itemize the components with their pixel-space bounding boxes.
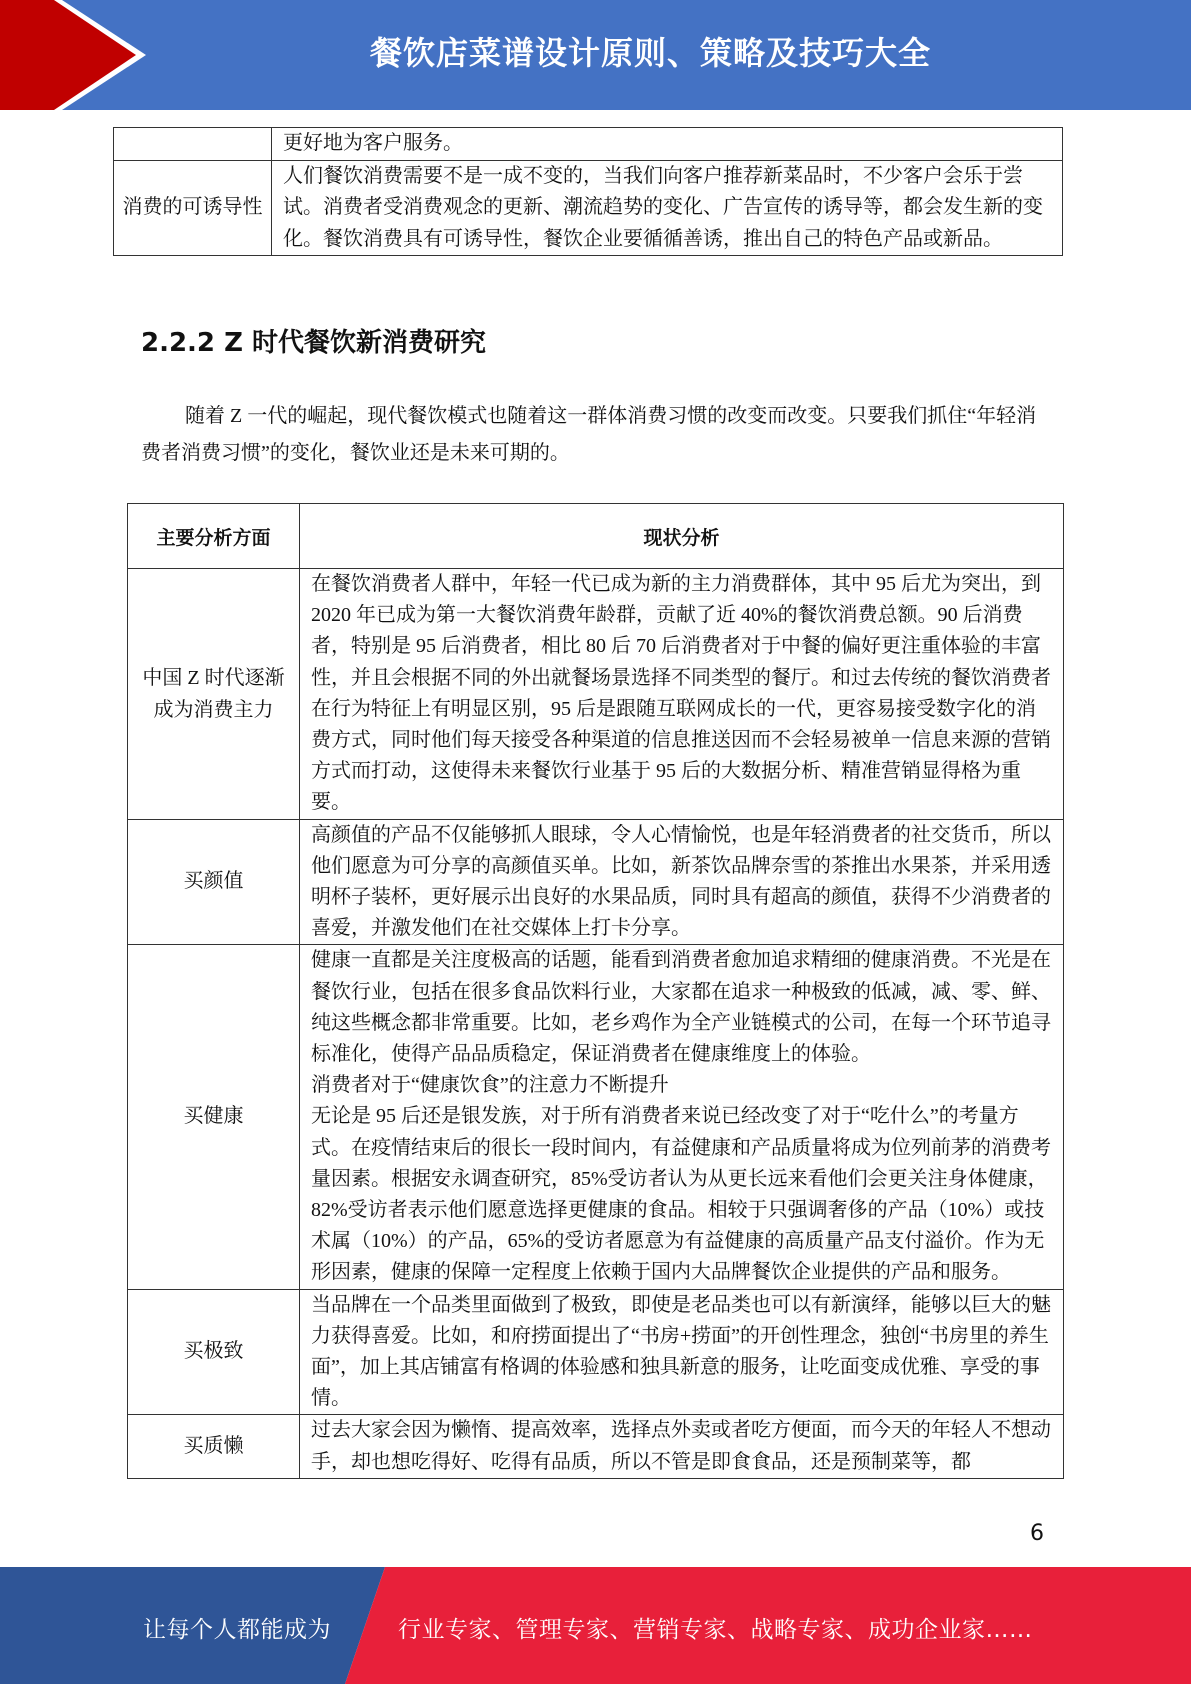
continuation-table xyxy=(113,127,1063,256)
aspect-cell: 买质懒 xyxy=(128,1415,300,1478)
aspect-cell xyxy=(114,128,272,161)
page-number: 6 xyxy=(1030,1521,1044,1546)
table-row xyxy=(128,1415,1064,1478)
analysis-table xyxy=(127,503,1064,1479)
header-arrow-decoration xyxy=(0,0,150,110)
aspect-cell xyxy=(128,569,300,820)
table-header-row xyxy=(128,504,1064,569)
table-row xyxy=(114,160,1063,256)
content-cell xyxy=(300,945,1064,1289)
page-footer xyxy=(0,1567,1191,1684)
aspect-cell: 消费的可诱导性 xyxy=(114,160,272,256)
table-row xyxy=(128,1289,1064,1415)
table-row xyxy=(114,128,1063,161)
column-header-aspect: 主要分析方面 xyxy=(128,504,300,569)
content-paragraph: 健康一直都是关注度极高的话题，能看到消费者愈加追求精细的健康消费。不光是在餐饮行业，包括在很多食品饮料行业，大家都在追求一种极致的低减，减、零、鲜、纯这些概念都非常重要。比如，老乡鸡作为全产业链模式的公司，在每一个环节追寻标准化，使得产品品质稳定，保证消费者在健康维度上的体验。 xyxy=(311,949,1051,1066)
document-title: 餐饮店菜谱设计原则、策略及技巧大全 xyxy=(369,34,931,72)
aspect-cell: 买极致 xyxy=(128,1289,300,1415)
content-cell: 当品牌在一个品类里面做到了极致，即使是老品类也可以有新演绎，能够以巨大的魅力获得喜爱。比如，和府捞面提出了“书房+捞面”的开创性理念，独创“书房里的养生面”，加上其店铺富有格调的体验感和独具新意的服务，让吃面变成优雅、享受的事情。 xyxy=(300,1289,1064,1415)
content-cell: 过去大家会因为懒惰、提高效率，选择点外卖或者吃方便面，而今天的年轻人不想动手，却也想吃得好、吃得有品质，所以不管是即食食品，还是预制菜等，都 xyxy=(300,1415,1064,1478)
page-header xyxy=(0,0,1191,110)
content-cell: 更好地为客户服务。 xyxy=(272,128,1063,161)
table-row xyxy=(128,945,1064,1289)
column-header-analysis: 现状分析 xyxy=(300,504,1064,569)
footer-slogan-left: 让每个人都能成为 xyxy=(143,1617,331,1643)
table-row xyxy=(128,569,1064,820)
content-cell: 人们餐饮消费需要不是一成不变的，当我们向客户推荐新菜品时，不少客户会乐于尝试。消费者受消费观念的更新、潮流趋势的变化、广告宣传的诱导等，都会发生新的变化。餐饮消费具有可诱导性，餐饮企业要循循善诱，推出自己的特色产品或新品。 xyxy=(272,160,1063,256)
content-cell: 高颜值的产品不仅能够抓人眼球，令人心情愉悦，也是年轻消费者的社交货币，所以他们愿意为可分享的高颜值买单。比如，新茶饮品牌奈雪的茶推出水果茶，并采用透明杯子装杯，更好展示出良好的水果品质，同时具有超高的颜值，获得不少消费者的喜爱，并激发他们在社交媒体上打卡分享。 xyxy=(300,819,1064,945)
table-row xyxy=(128,819,1064,945)
content-paragraph: 无论是 95 后还是银发族，对于所有消费者来说已经改变了对于“吃什么”的考量方式。在疫情结束后的很长一段时间内，有益健康和产品质量将成为位列前茅的消费考量因素。根据安永调查研究，85%受访者认为从更长远来看他们会更关注身体健康，82%受访者表示他们愿意选择更健康的食品。相较于只强调奢侈的产品（10%）或技术属（10%）的产品，65%的受访者愿意为有益健康的高质量产品支付溢价。作为无形因素，健康的保障一定程度上依赖于国内大品牌餐饮企业提供的产品和服务。 xyxy=(311,1105,1051,1284)
aspect-cell: 买健康 xyxy=(128,945,300,1289)
section-heading: 2.2.2 Z 时代餐饮新消费研究 xyxy=(141,328,486,358)
aspect-label: 中国 Z 时代逐渐成为消费主力 xyxy=(142,666,285,721)
footer-slogan-right: 行业专家、管理专家、营销专家、战略专家、成功企业家…… xyxy=(398,1617,1033,1643)
intro-paragraph: 随着 Z 一代的崛起，现代餐饮模式也随着这一群体消费习惯的改变而改变。只要我们抓住“年轻消费者消费习惯”的变化，餐饮业还是未来可期的。 xyxy=(141,405,1037,464)
content-paragraph: 消费者对于“健康饮食”的注意力不断提升 xyxy=(311,1074,669,1097)
content-cell: 在餐饮消费者人群中，年轻一代已成为新的主力消费群体，其中 95 后尤为突出，到 2020 年已成为第一大餐饮消费年龄群，贡献了近 40%的餐饮消费总额。90 后消费者，特别是 95 后消费者，相比 80 后 70 后消费者对于中餐的偏好更注重体验的丰富性，并且会根据不同的外出就餐场景选择不同类型的餐厅。和过去传统的餐饮消费者在行为特征上有明显区别，95 后是跟随互联网成长的一代，更容易接受数字化的消费方式，同时他们每天接受各种渠道的信息推送因而不会轻易被单一信息来源的营销方式而打动，这使得未来餐饮行业基于 95 后的大数据分析、精准营销显得格为重要。 xyxy=(300,569,1064,820)
aspect-cell: 买颜值 xyxy=(128,819,300,945)
